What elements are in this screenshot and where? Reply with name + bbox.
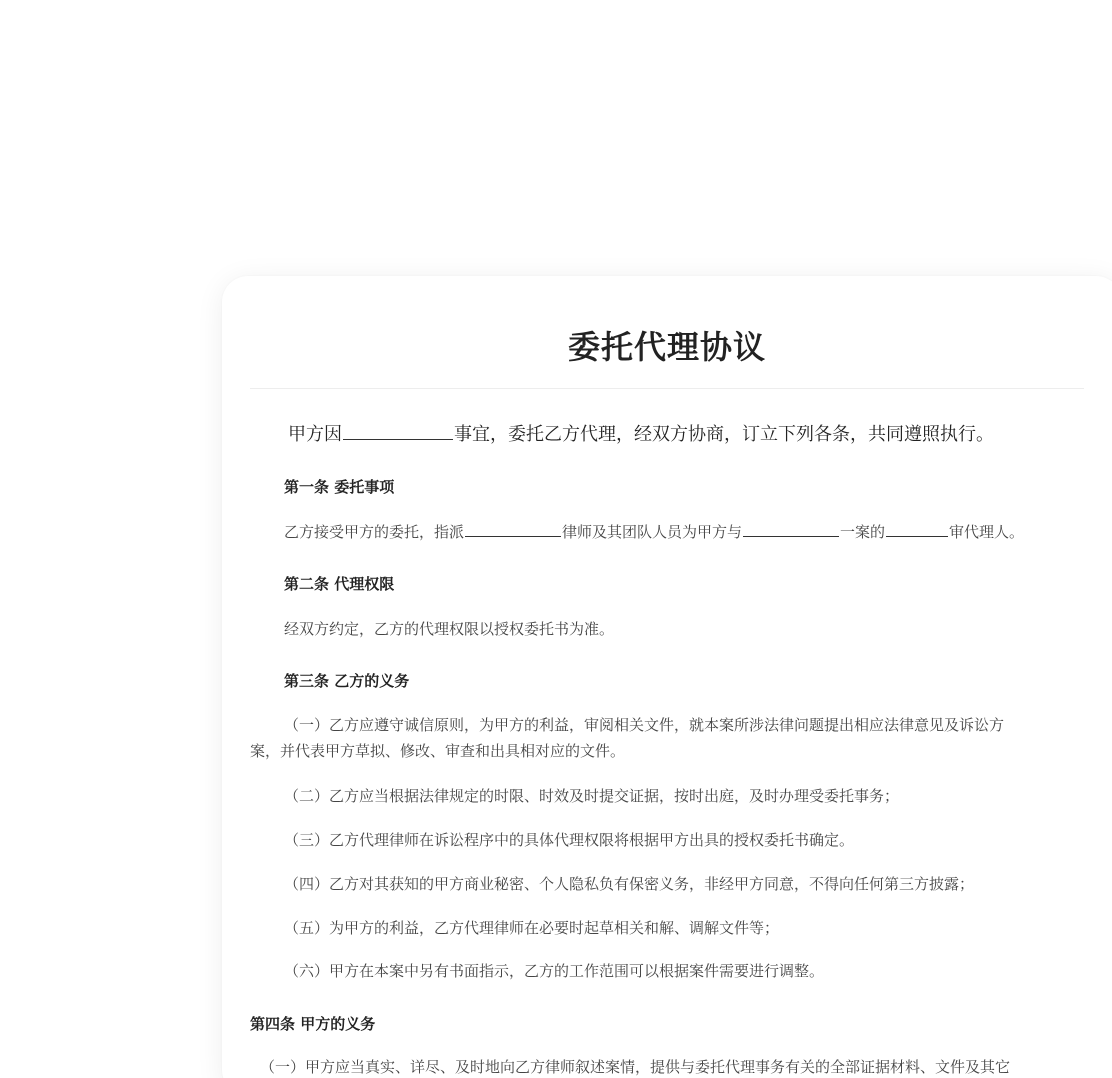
- article2-text: 经双方约定，乙方的代理权限以授权委托书为准。: [284, 620, 615, 638]
- article3-item4: （四）乙方对其获知的甲方商业秘密、个人隐私负有保密义务，非经甲方同意，不得向任何第三方披露；: [284, 875, 975, 893]
- matter-blank: [343, 421, 453, 440]
- lawyer-name-blank: [465, 521, 561, 537]
- title-divider: [250, 388, 1084, 389]
- article1-text-part1: 乙方接受甲方的委托，指派: [284, 523, 465, 541]
- document-card: [222, 276, 1112, 1078]
- article3-item1-line1: （一）乙方应遵守诚信原则，为甲方的利益，审阅相关文件，就本案所涉法律问题提出相应法律意见及诉讼方: [284, 716, 1005, 734]
- intro-text-start: 甲方因: [288, 424, 342, 445]
- article1-text-part3: 一案的: [840, 523, 886, 541]
- article3-item2: （二）乙方应当根据法律规定的时限、时效及时提交证据，按时出庭，及时办理受委托事务；: [284, 787, 900, 805]
- counterparty-blank: [743, 521, 839, 537]
- intro-paragraph: [288, 420, 994, 446]
- article3-heading: 第三条 乙方的义务: [284, 672, 410, 690]
- intro-text-end: 事宜，委托乙方代理，经双方协商，订立下列各条，共同遵照执行。: [454, 424, 994, 445]
- article2-heading: 第二条 代理权限: [284, 575, 395, 593]
- article1-text-part4: 审代理人。: [949, 523, 1025, 541]
- article4-heading: 第四条 甲方的义务: [250, 1015, 376, 1033]
- article4-item1: （一）甲方应当真实、详尽、及时地向乙方律师叙述案情，提供与委托代理事务有关的全部证据材料、文件及其它: [260, 1058, 1011, 1076]
- article3-item1-line2: 案，并代表甲方草拟、修改、审查和出具相对应的文件。: [250, 742, 626, 760]
- article1-text-part2: 律师及其团队人员为甲方与: [562, 523, 743, 541]
- article1-heading: 第一条 委托事项: [284, 478, 395, 496]
- document-title: 委托代理协议: [567, 328, 766, 366]
- article3-item5: （五）为甲方的利益，乙方代理律师在必要时起草相关和解、调解文件等；: [284, 919, 780, 937]
- article1-text: [284, 521, 1024, 542]
- trial-level-blank: [886, 521, 948, 537]
- article3-item6: （六）甲方在本案中另有书面指示，乙方的工作范围可以根据案件需要进行调整。: [284, 962, 825, 980]
- article3-item3: （三）乙方代理律师在诉讼程序中的具体代理权限将根据甲方出具的授权委托书确定。: [284, 831, 855, 849]
